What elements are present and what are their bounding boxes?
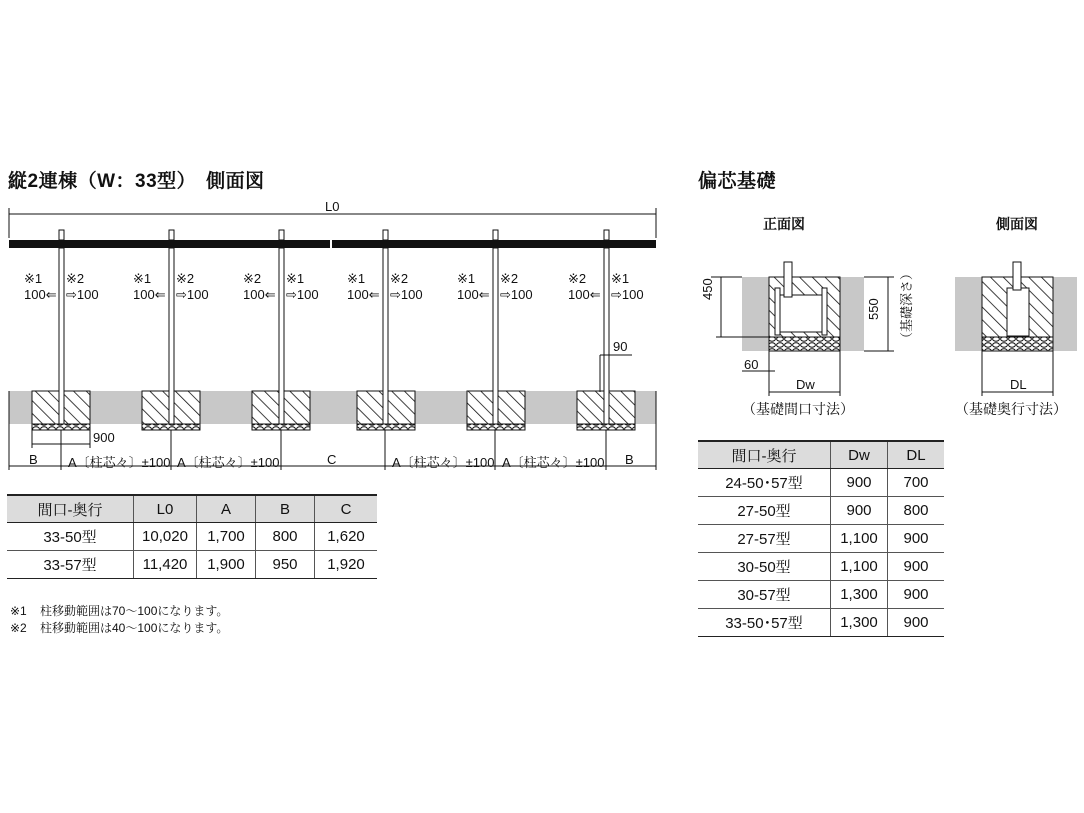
table-cell: 1,920 (315, 551, 378, 579)
bottom-dim-label: A〔柱芯々〕±100 (392, 455, 495, 470)
table-header: 間口-奥行 (7, 495, 134, 523)
table-header: L0 (134, 495, 197, 523)
table-row (698, 469, 944, 497)
footnote: ※1 柱移動範囲は70～100になります。 (10, 604, 229, 618)
table-cell: 1,100 (831, 525, 888, 553)
depth-label: （基礎深さ） (899, 266, 914, 345)
side-view-title: 縦2連棟（W：33型） 側面図 (8, 171, 265, 192)
bottom-dim-label: A〔柱芯々〕±100 (502, 455, 605, 470)
table-header: Dw (831, 441, 888, 469)
side-foundation (955, 262, 1077, 396)
table-cell: 1,900 (197, 551, 256, 579)
table-cell: 800 (888, 497, 945, 525)
table-cell: 27-57型 (698, 525, 831, 553)
table-row (698, 497, 944, 525)
table-row (698, 581, 944, 609)
bottom-dim-label: B (625, 452, 634, 467)
table-cell: 33-57型 (7, 551, 134, 579)
table-cell: 900 (831, 497, 888, 525)
pillar-note: ※2 100⇐ (243, 271, 276, 302)
foundation-title: 偏芯基礎 (698, 171, 777, 192)
table-header: A (197, 495, 256, 523)
side-view-label: 側面図 (996, 216, 1038, 232)
overall-length-label: L0 (325, 199, 340, 214)
pillar-note: ※2 100⇐ (568, 271, 601, 302)
front-view-label: 正面図 (763, 216, 805, 232)
table-cell: 1,300 (831, 609, 888, 637)
table-row (698, 609, 944, 637)
table-cell: 27-50型 (698, 497, 831, 525)
bottom-dim-label: C (327, 452, 337, 467)
table-cell: 1,700 (197, 523, 256, 551)
table-cell: 900 (888, 525, 945, 553)
pillar-note: ※1 100⇐ (24, 271, 57, 302)
table-cell: 800 (256, 523, 315, 551)
table-cell: 900 (831, 469, 888, 497)
table-cell: 900 (888, 553, 945, 581)
table-cell: 900 (888, 609, 945, 637)
pillar-note: ※2 ⇨100 (66, 271, 99, 302)
table-cell: 33-50･57型 (698, 609, 831, 637)
table-cell: 700 (888, 469, 945, 497)
pillar-note: ※1 ⇨100 (611, 271, 644, 302)
bottom-dim-label: B (29, 452, 38, 467)
dw-label: Dw (796, 377, 815, 392)
bottom-dim-label: A〔柱芯々〕±100 (177, 455, 280, 470)
table-cell: 950 (256, 551, 315, 579)
dim-60-label: 60 (744, 357, 759, 372)
pillar-note: ※2 ⇨100 (390, 271, 423, 302)
table-cell: 33-50型 (7, 523, 134, 551)
table-cell: 11,420 (134, 551, 197, 579)
foundation-table (698, 440, 944, 637)
bottom-dim-label: A〔柱芯々〕±100 (68, 455, 171, 470)
table-row (698, 553, 944, 581)
table-cell: 1,620 (315, 523, 378, 551)
dl-label: DL (1010, 377, 1027, 392)
front-foundation (711, 262, 894, 396)
table-header: DL (888, 441, 945, 469)
table-cell: 900 (888, 581, 945, 609)
table-cell: 1,100 (831, 553, 888, 581)
pillar-note: ※2 ⇨100 (500, 271, 533, 302)
dimension-900-label: 900 (93, 430, 115, 445)
table-cell: 30-50型 (698, 553, 831, 581)
table-header: B (256, 495, 315, 523)
pillar-note: ※1 ⇨100 (286, 271, 319, 302)
footnote: ※2 柱移動範囲は40～100になります。 (10, 621, 229, 635)
table-cell: 1,300 (831, 581, 888, 609)
pillar-note: ※1 100⇐ (347, 271, 380, 302)
front-caption: （基礎間口寸法） (742, 401, 854, 417)
table-header: 間口-奥行 (698, 441, 831, 469)
side-caption: （基礎奥行寸法） (955, 401, 1067, 417)
pillar-note: ※1 100⇐ (133, 271, 166, 302)
dim-450-label: 450 (700, 278, 715, 300)
pillar-note: ※1 100⇐ (457, 271, 490, 302)
dimension-90-label: 90 (613, 339, 628, 354)
dim-550-label: 550 (866, 298, 881, 320)
table-cell: 24-50･57型 (698, 469, 831, 497)
pillar-note: ※2 ⇨100 (176, 271, 209, 302)
table-cell: 10,020 (134, 523, 197, 551)
table-row (698, 525, 944, 553)
table-header: C (315, 495, 378, 523)
table-cell: 30-57型 (698, 581, 831, 609)
